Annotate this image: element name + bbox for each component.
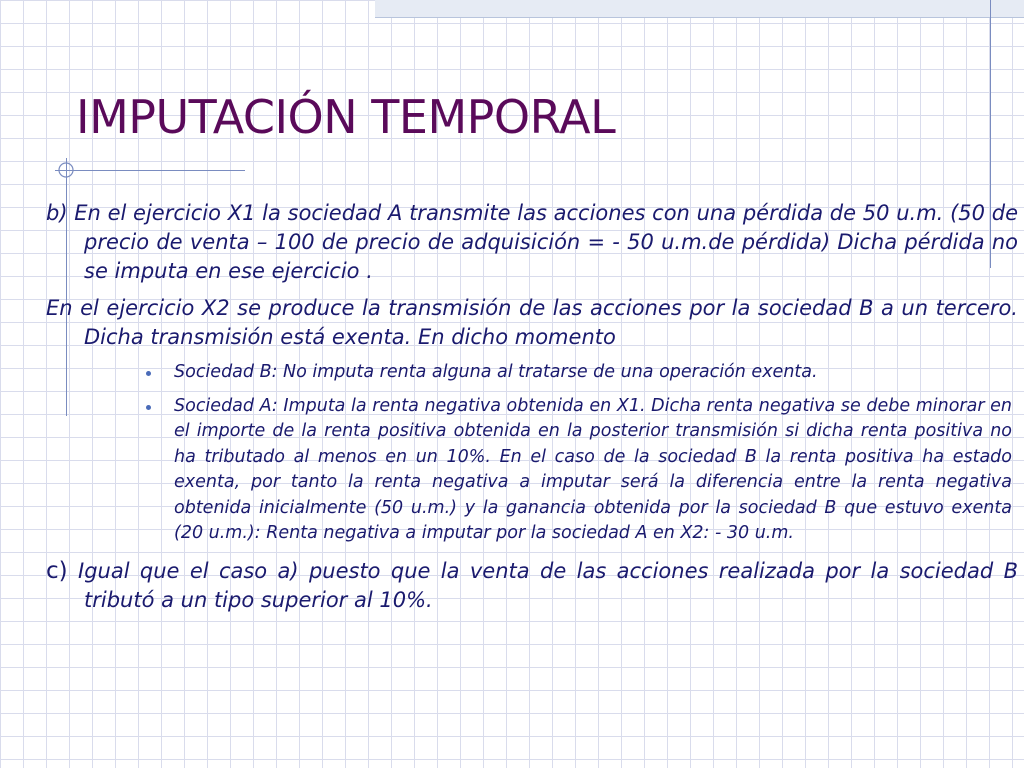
- paragraph-c-marker: c): [46, 557, 68, 584]
- bullet-list: [46, 360, 1018, 547]
- bullet-icon: [146, 371, 151, 376]
- crosshair-icon: [54, 158, 78, 182]
- paragraph-x2: En el ejercicio X2 se produce la transmisión de las acciones por la sociedad B a un tercero. Dicha transmisión está exenta. En dicho momento: [46, 296, 1018, 349]
- paragraph-b: b) En el ejercicio X1 la sociedad A transmite las acciones con una pérdida de 50 u.m. (50 de precio de venta – 100 de precio de adquisición = - 50 u.m.de pérdida) Dicha pérdida no se imputa en ese ejercicio .: [46, 201, 1018, 283]
- top-decorative-band: [375, 0, 1024, 18]
- bullet-item-sociedad-b: [174, 360, 1012, 386]
- slide-title: IMPUTACIÓN TEMPORAL: [76, 90, 616, 144]
- bullet-item-sociedad-a: [174, 394, 1012, 547]
- paragraph-c-text: Igual que el caso a) puesto que la venta de las acciones realizada por la sociedad B tributó a un tipo superior al 10%.: [78, 558, 1018, 612]
- title-underline: [55, 170, 245, 171]
- slide-body: [46, 199, 1018, 623]
- bullet-icon: [146, 405, 151, 410]
- paragraph-c: [46, 557, 1018, 615]
- bullet-text: Sociedad B: No imputa renta alguna al tratarse de una operación exenta.: [174, 362, 818, 382]
- bullet-text: Sociedad A: Imputa la renta negativa obtenida en X1. Dicha renta negativa se debe minorar en el importe de la renta positiva obtenida en la posterior transmisión si dicha renta positiva no ha tributado al menos en un 10%. En el caso de la sociedad B la renta positiva ha estado exenta, por tanto la renta negativa a imputar será la diferencia entre la renta negativa obtenida inicialmente (50 u.m.) y la ganancia obtenida por la sociedad B que estuvo exenta (20 u.m.): Renta negativa a imputar por la sociedad A en X2: - 30 u.m.: [174, 395, 1012, 543]
